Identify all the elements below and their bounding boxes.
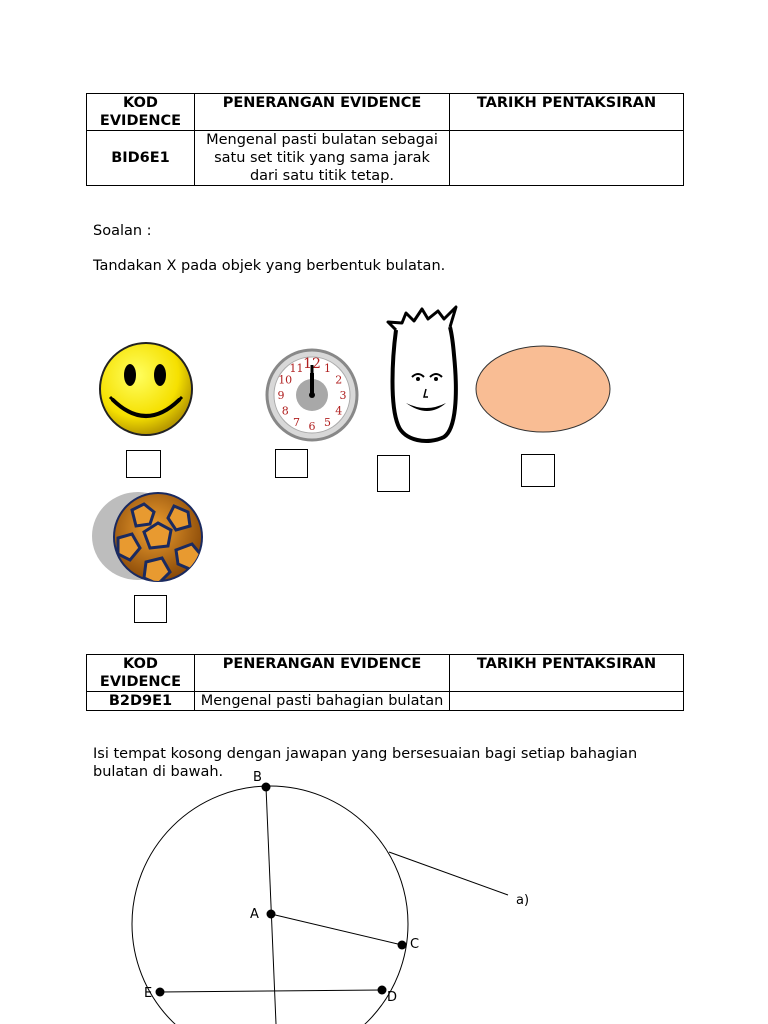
point-c	[398, 941, 407, 950]
clock-numeral: 4	[335, 404, 343, 418]
point-e	[156, 988, 165, 997]
radius-line	[271, 914, 402, 945]
label-b: B	[253, 770, 262, 785]
instruction-2: Isi tempat kosong dengan jawapan yang bersesuaian bagi setiap bahagian bulatan di bawah.	[93, 746, 638, 780]
header-kod-evidence: KOD EVIDENCE	[87, 94, 195, 131]
instruction-1: Tandakan X pada objek yang berbentuk bulatan.	[93, 258, 446, 274]
clock-numeral: 3	[339, 389, 347, 402]
header-penerangan-evidence: PENERANGAN EVIDENCE	[195, 94, 450, 131]
label-c: C	[410, 937, 420, 952]
point-a	[267, 910, 276, 919]
question-label: Soalan :	[93, 223, 152, 239]
clock-numeral: 5	[324, 415, 331, 429]
point-d	[378, 986, 387, 995]
clock-numeral: 7	[293, 415, 300, 429]
clock-numeral: 8	[281, 404, 289, 418]
clock-numeral: 6	[308, 420, 316, 433]
label-d: D	[387, 990, 398, 1005]
evidence-code: B2D9E1	[87, 692, 195, 711]
header-penerangan-evidence: PENERANGAN EVIDENCE	[195, 655, 450, 692]
clock-numeral: 11	[289, 362, 304, 376]
diameter-line	[266, 787, 276, 1024]
clock-numeral: 10	[278, 373, 293, 387]
clock-numeral: 9	[277, 389, 285, 402]
label-e: E	[144, 986, 153, 1001]
point-b	[262, 783, 271, 792]
header-tarikh-pentaksiran: TARIKH PENTAKSIRAN	[450, 655, 684, 692]
chord-line	[160, 990, 382, 992]
circle-outline	[132, 786, 408, 1024]
header-kod-evidence: KOD EVIDENCE	[87, 655, 195, 692]
evidence-description: Mengenal pasti bulatan sebagai satu set titik yang sama jarak dari satu titik tetap.	[195, 131, 450, 186]
evidence-description: Mengenal pasti bahagian bulatan	[195, 692, 450, 711]
answer-label-a: a)	[516, 893, 530, 908]
evidence-code: BID6E1	[87, 131, 195, 186]
clock-numeral: 12	[303, 356, 321, 372]
clock-numeral: 2	[335, 373, 343, 387]
label-a: A	[250, 907, 259, 922]
pointer-line	[389, 852, 508, 895]
header-tarikh-pentaksiran: TARIKH PENTAKSIRAN	[450, 94, 684, 131]
clock-numeral: 1	[324, 362, 331, 376]
